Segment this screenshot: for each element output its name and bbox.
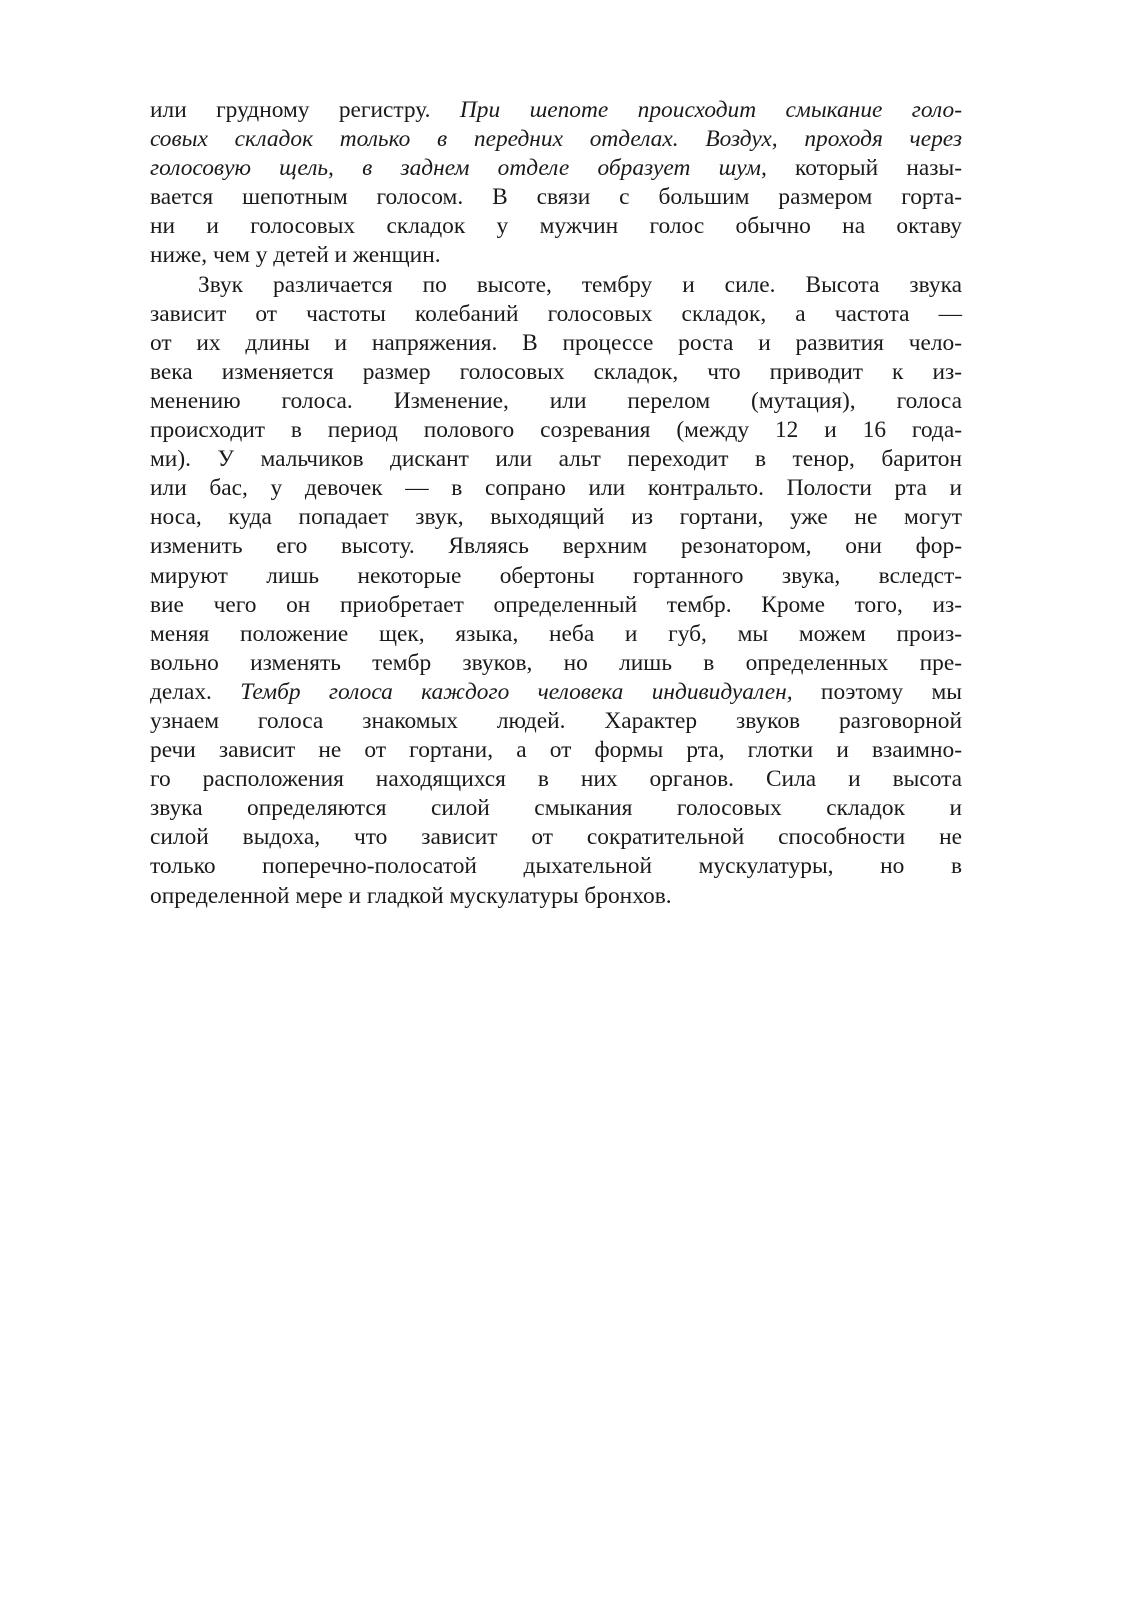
text-run: мируют лишь некоторые обертоны гортанного звука, вследст- bbox=[150, 562, 962, 589]
text-line bbox=[150, 736, 962, 765]
text-run: который назы- bbox=[766, 155, 962, 182]
text-line bbox=[150, 620, 962, 649]
text-run: речи зависит не от гортани, а от формы рта, глотки и взаимно- bbox=[150, 737, 962, 764]
text-run: вие чего он приобретает определенный тембр. Кроме того, из- bbox=[150, 591, 962, 618]
text-line bbox=[150, 649, 962, 678]
text-line bbox=[150, 183, 962, 212]
text-run: силой выдоха, что зависит от сократительной способности не bbox=[150, 824, 962, 851]
text-line bbox=[150, 212, 962, 241]
text-line bbox=[150, 358, 962, 387]
text-line bbox=[150, 503, 962, 532]
paragraph bbox=[150, 96, 962, 271]
text-run: или грудному регистру. bbox=[150, 97, 460, 123]
paragraph bbox=[150, 271, 962, 911]
text-run: происходит в период полового созревания (между 12 и 16 года- bbox=[150, 417, 962, 444]
text-line bbox=[150, 416, 962, 445]
text-line bbox=[150, 154, 962, 183]
text-line bbox=[150, 474, 962, 503]
text-run: ми). У мальчиков дискант или альт переходит в тенор, баритон bbox=[150, 446, 962, 473]
text-run: ниже, чем у детей и женщин. bbox=[150, 242, 441, 269]
text-line bbox=[150, 823, 962, 852]
text-run: ни и голосовых складок у мужчин голос обычно на октаву bbox=[150, 213, 962, 240]
text-run: поэтому мы bbox=[792, 678, 962, 705]
text-run: Звук различается по высоте, тембру и силе. Высота звука bbox=[198, 271, 962, 298]
text-run: или бас, у девочек — в сопрано или контральто. Полости рта и bbox=[150, 475, 962, 502]
text-run: только поперечно-полосатой дыхательной мускулатуры, но в bbox=[150, 853, 962, 880]
italic-text: совых складок только в передних отделах. Воздух, проходя через bbox=[150, 126, 962, 153]
italic-text: При шепоте происходит смыкание голо- bbox=[459, 97, 962, 123]
text-line bbox=[150, 765, 962, 794]
text-run: звука определяются силой смыкания голосовых складок и bbox=[150, 795, 962, 822]
text-line bbox=[150, 445, 962, 474]
text-run: зависит от частоты колебаний голосовых складок, а частота — bbox=[150, 300, 962, 327]
text-line bbox=[150, 329, 962, 358]
text-line bbox=[150, 300, 962, 329]
text-line bbox=[150, 882, 962, 911]
text-line bbox=[150, 96, 962, 125]
text-run: изменить его высоту. Являясь верхним резонатором, они фор- bbox=[150, 533, 962, 560]
text-line bbox=[150, 591, 962, 620]
text-line bbox=[150, 852, 962, 881]
text-run: носа, куда попадает звук, выходящий из гортани, уже не могут bbox=[150, 504, 962, 531]
text-run: меняя положение щек, языка, неба и губ, мы можем произ- bbox=[150, 620, 962, 647]
text-run: делах. bbox=[150, 678, 241, 705]
text-line bbox=[150, 562, 962, 591]
text-line bbox=[150, 271, 962, 300]
italic-text: голосовую щель, в заднем отделе образует шум, bbox=[150, 155, 767, 182]
text-run: вольно изменять тембр звуков, но лишь в определенных пре- bbox=[150, 649, 962, 676]
text-run: го расположения находящихся в них органов. Сила и высота bbox=[150, 766, 962, 793]
text-line bbox=[150, 125, 962, 154]
text-line bbox=[150, 532, 962, 561]
text-run: определенной мере и гладкой мускулатуры бронхов. bbox=[150, 882, 672, 909]
text-run: вается шепотным голосом. В связи с большим размером горта- bbox=[150, 184, 962, 211]
text-run: узнаем голоса знакомых людей. Характер звуков разговорной bbox=[150, 707, 962, 734]
text-line bbox=[150, 707, 962, 736]
italic-text: Тембр голоса каждого человека индивидуален, bbox=[240, 678, 793, 705]
document-page bbox=[150, 96, 962, 911]
text-line bbox=[150, 678, 962, 707]
text-run: менению голоса. Изменение, или перелом (мутация), голоса bbox=[150, 387, 962, 414]
text-line bbox=[150, 241, 962, 270]
text-run: от их длины и напряжения. В процессе роста и развития чело- bbox=[150, 329, 962, 356]
text-line bbox=[150, 794, 962, 823]
text-run: века изменяется размер голосовых складок, что приводит к из- bbox=[150, 358, 962, 385]
text-line bbox=[150, 387, 962, 416]
